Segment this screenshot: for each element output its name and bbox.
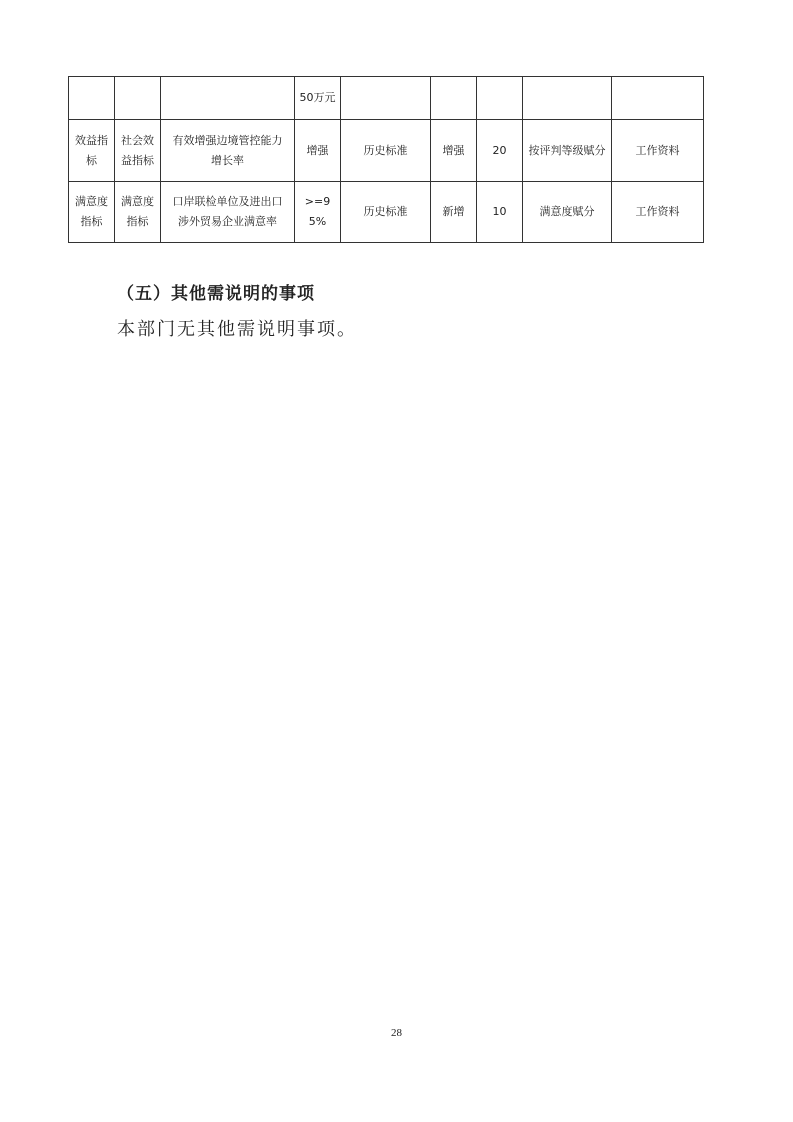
value-basis: 历史标准: [341, 120, 431, 182]
section-heading: （五）其他需说明的事项: [117, 284, 315, 304]
table-cell: [161, 77, 295, 120]
value-basis: 历史标准: [341, 182, 431, 243]
scoring-method: 按评判等级赋分: [523, 120, 612, 182]
table-row: [69, 120, 704, 182]
indicator-name: 有效增强边境管控能力增长率: [161, 120, 295, 182]
score-weight: 20: [477, 120, 523, 182]
table-cell: [612, 77, 704, 120]
table-cell: [477, 77, 523, 120]
indicator-attribute: 增强: [431, 120, 477, 182]
data-source: 工作资料: [612, 182, 704, 243]
scoring-method: 满意度赋分: [523, 182, 612, 243]
performance-indicator-table: [68, 76, 704, 243]
data-source: 工作资料: [612, 120, 704, 182]
indicator-name: 口岸联检单位及进出口涉外贸易企业满意率: [161, 182, 295, 243]
first-level-indicator: 满意度指标: [69, 182, 115, 243]
second-level-indicator: 满意度指标: [115, 182, 161, 243]
page-number: 28: [391, 1027, 402, 1039]
table-cell: 50万元: [295, 77, 341, 120]
score-weight: 10: [477, 182, 523, 243]
first-level-indicator: 效益指标: [69, 120, 115, 182]
table-row: [69, 77, 704, 120]
indicator-attribute: 新增: [431, 182, 477, 243]
target-value: 增强: [295, 120, 341, 182]
table-row: [69, 182, 704, 243]
table-cell: [523, 77, 612, 120]
table-cell: [115, 77, 161, 120]
table-cell: [341, 77, 431, 120]
section-body-text: 本部门无其他需说明事项。: [117, 319, 357, 340]
table-cell: [431, 77, 477, 120]
target-value: >=95%: [295, 182, 341, 243]
second-level-indicator: 社会效益指标: [115, 120, 161, 182]
table-cell: [69, 77, 115, 120]
